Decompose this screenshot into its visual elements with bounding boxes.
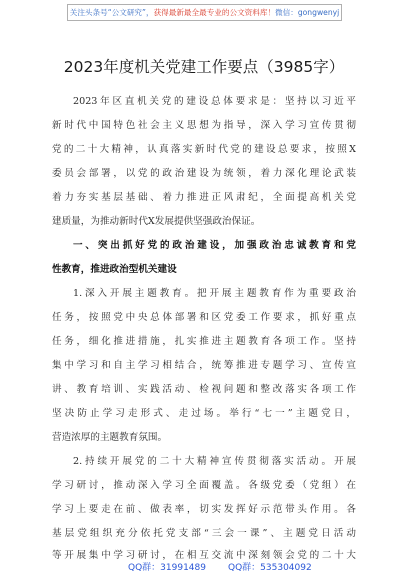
paragraph-line: 基层党组织充分依托党支部“三会一课”、主题党日活动	[52, 528, 356, 539]
paragraph-line: 讲、教育培训、实践活动、检视问题和整改落实各项工作	[52, 384, 356, 395]
paragraph-line: 坚决防止学习走形式、走过场。举行“七一”主题党日，	[52, 408, 356, 419]
paragraph-line: 任务，细化推进措施，扎实推进主题教育各项工作。坚持	[52, 336, 356, 347]
paragraph-line: 建质量，为推动新时代X发展提供坚强政治保证。	[52, 216, 261, 227]
paragraph-line: 委员会部署，以党的政治建设为统领，着力深化理论武装	[52, 168, 356, 179]
paragraph-line: 等开展集中学习研讨，在相互交流中深刻领会党的二十大	[52, 550, 356, 561]
section-heading: 性教育，推进政治型机关建设	[52, 264, 177, 275]
banner-wechat-text: 微信：gongwenyj	[275, 8, 340, 17]
banner-follow-text: 关注头条号“公文研究”，	[69, 8, 154, 17]
footer-qq-group-1: QQ群：31991489	[128, 563, 206, 573]
paragraph-line: 营造浓厚的主题教育氛围。	[52, 432, 168, 443]
paragraph-line: 1.深入开展主题教育。把开展主题教育作为重要政治	[73, 288, 356, 299]
banner-promo-text: 获得最新最全最专业的公文资料库！	[153, 8, 276, 17]
paragraph-line: 党的二十大精神，认真落实新时代党的建设总要求，按照X	[52, 144, 356, 155]
paragraph-line: 学习上要走在前、做表率，切实发挥好示范带头作用。各	[52, 504, 356, 515]
paragraph-line: 学习研讨，推动深入学习全面覆盖。各级党委（党组）在	[52, 480, 356, 491]
paragraph-line: 着力夯实基层基础、着力推进正风肃纪，全面提高机关党	[52, 192, 356, 203]
paragraph-line: 新时代中国特色社会主义思想为指导，深入学习宣传贯彻	[52, 120, 356, 131]
footer-qq-group-2: QQ群：535304092	[228, 563, 312, 573]
header-banner	[67, 4, 342, 21]
document-title: 2023年度机关党建工作要点（3985字）	[63, 58, 345, 76]
paragraph-line: 任务，按照党中央总体部署和区党委工作要求，抓好重点	[52, 312, 356, 323]
section-heading: 一、突出抓好党的政治建设，加强政治忠诚教育和党	[73, 240, 356, 251]
paragraph-line: 2023年区直机关党的建设总体要求是：坚持以习近平	[73, 96, 356, 107]
paragraph-line: 集中学习和自主学习相结合，统筹推进专题学习、宣传宣	[52, 360, 356, 371]
paragraph-line: 2.持续开展党的二十大精神宣传贯彻落实活动。开展	[73, 456, 356, 467]
